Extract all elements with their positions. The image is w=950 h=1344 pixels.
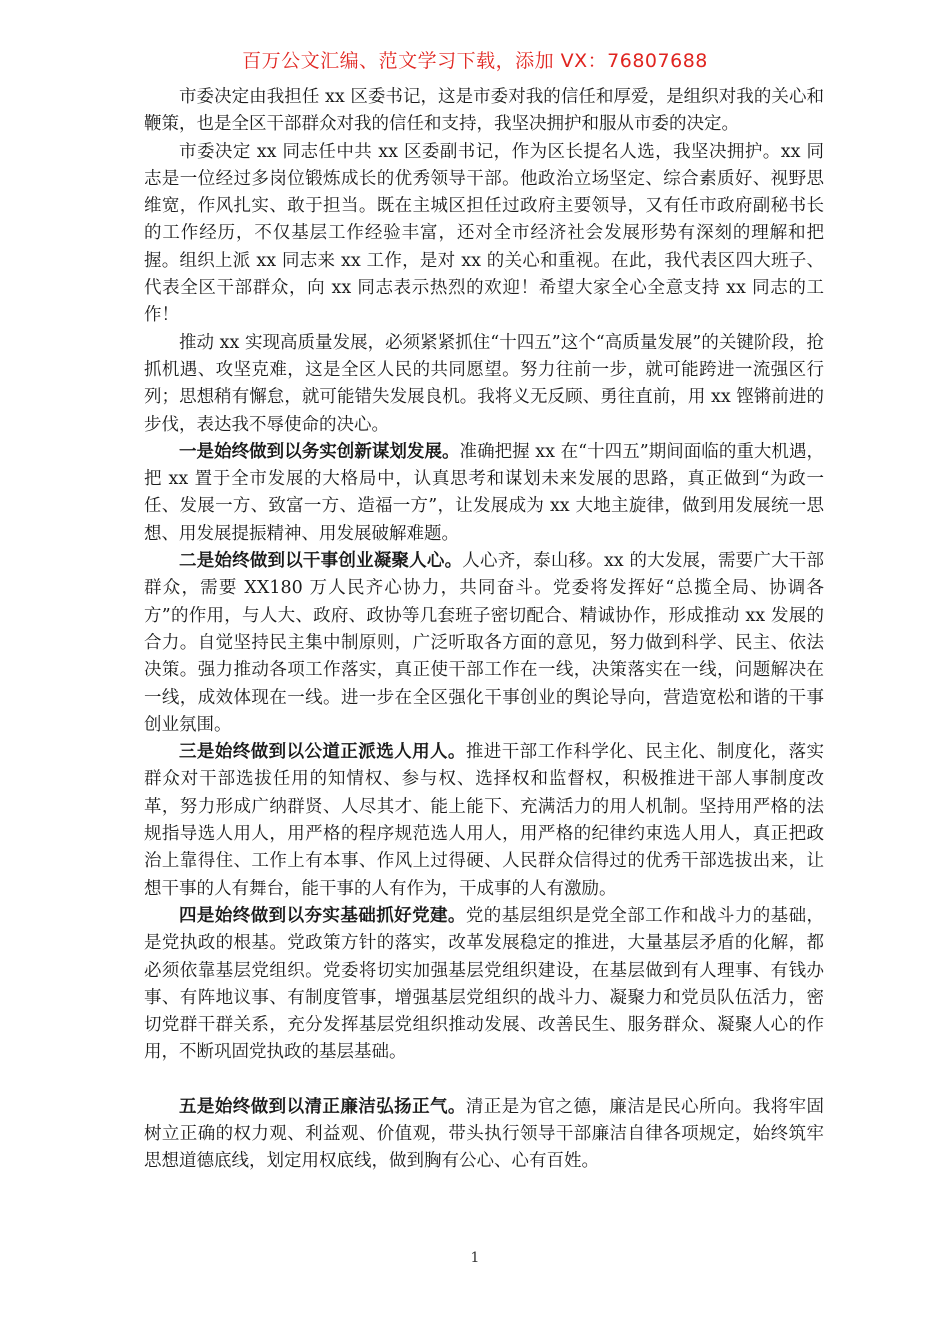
paragraph-text: 准确把握 xx 在“十四五”期间面临的重大机遇，把 xx 置于全市发展的大格局中，认真思考和谋划未来发展的思路，真正做到“为政一任、发展一方、致富一方、造福一方”，让发展成为 xx 大地主旋律，做到用发展统一思想、用发展提振精神、用发展破解难题。 <box>144 441 825 544</box>
paragraph-3 <box>144 330 824 439</box>
paragraph-lead: 四是始终做到以夯实基础抓好党建。 <box>179 905 466 926</box>
paragraph-2 <box>144 139 824 330</box>
paragraph-text: 推动 xx 实现高质量发展，必须紧紧抓住“十四五”这个“高质量发展”的关键阶段，抢抓机遇、攻坚克难，这是全区人民的共同愿望。努力往前一步，就可能跨进一流强区行列；思想稍有懈怠，就可能错失发展良机。我将义无反顾、勇往直前，用 xx 铿锵前进的步伐，表达我不辱使命的决心。 <box>144 332 824 435</box>
header-banner: 百万公文汇编、范文学习下载，添加 VX：76807688 <box>242 50 708 72</box>
paragraph-text: 党的基层组织是党全部工作和战斗力的基础，是党执政的根基。党政策方针的落实，改革发展稳定的推进，大量基层矛盾的化解，都必须依靠基层党组织。党委将切实加强基层党组织建设，在基层做到有人理事、有钱办事、有阵地议事、有制度管事，增强基层党组织的战斗力、凝聚力和党员队伍活力，密切党群干群关系，充分发挥基层党组织推动发展、改善民生、服务群众、凝聚人心的作用，不断巩固党执政的基层基础。 <box>144 905 825 1063</box>
paragraph-4 <box>144 439 824 548</box>
paragraph-text: 市委决定由我担任 xx 区委书记，这是市委对我的信任和厚爱，是组织对我的关心和鞭策，也是全区干部群众对我的信任和支持，我坚决拥护和服从市委的决定。 <box>144 87 824 135</box>
paragraph-7 <box>144 903 824 1067</box>
paragraph-text: 人心齐，泰山移。xx 的大发展，需要广大干部群众，需要 XX180 万人民齐心协力，共同奋斗。党委将发挥好“总揽全局、协调各方”的作用，与人大、政府、政协等几套班子密切配合、精诚协作，形成推动 xx 发展的合力。自觉坚持民主集中制原则，广泛听取各方面的意见，努力做到科学、民主、依法决策。强力推动各项工作落实，真正使干部工作在一线，决策落实在一线，问题解决在一线，成效体现在一线。进一步在全区强化干事创业的舆论导向，营造宽松和谐的干事创业氛围。 <box>144 551 824 735</box>
paragraph-text: 市委决定 xx 同志任中共 xx 区委副书记，作为区长提名人选，我坚决拥护。xx 同志是一位经过多岗位锻炼成长的优秀领导干部。他政治立场坚定、综合素质好、视野思维宽，作风扎实、敢于担当。既在主城区担任过政府主要领导，又有任市政府副秘书长的工作经历，不仅基层工作经验丰富，还对全市经济社会发展形势有深刻的理解和把握。组织上派 xx 同志来 xx 工作，是对 xx 的关心和重视。在此，我代表区四大班子、代表全区干部群众，向 xx 同志表示热烈的欢迎！希望大家全心全意支持 xx 同志的工作！ <box>144 141 824 326</box>
paragraph-5 <box>144 548 824 739</box>
paragraph-lead: 二是始终做到以干事创业凝聚人心。 <box>179 551 463 572</box>
page-number: 1 <box>470 1250 480 1266</box>
paragraph-lead: 五是始终做到以清正廉洁弘扬正气。 <box>179 1096 466 1117</box>
paragraph-text: 清正是为官之德，廉洁是民心所向。我将牢固树立正确的权力观、利益观、价值观，带头执行领导干部廉洁自律各项规定，始终筑牢思想道德底线，划定用权底线，做到胸有公心、心有百姓。 <box>144 1096 825 1172</box>
paragraph-1 <box>144 84 824 139</box>
paragraph-8 <box>144 1094 824 1176</box>
document-body <box>144 84 824 1176</box>
paragraph-lead: 一是始终做到以务实创新谋划发展。 <box>179 441 460 462</box>
paragraph-text: 推进干部工作科学化、民主化、制度化，落实群众对干部选拔任用的知情权、参与权、选择权和监督权，积极推进干部人事制度改革，努力形成广纳群贤、人尽其才、能上能下、充满活力的用人机制。坚持用严格的法规指导选人用人，用严格的程序规范选人用人，用严格的纪律约束选人用人，真正把政治上靠得住、工作上有本事、作风上过得硬、人民群众信得过的优秀干部选拔出来，让想干事的人有舞台，能干事的人有作为，干成事的人有激励。 <box>144 742 825 899</box>
paragraph-lead: 三是始终做到以公道正派选人用人。 <box>179 742 466 763</box>
paragraph-6 <box>144 739 824 903</box>
